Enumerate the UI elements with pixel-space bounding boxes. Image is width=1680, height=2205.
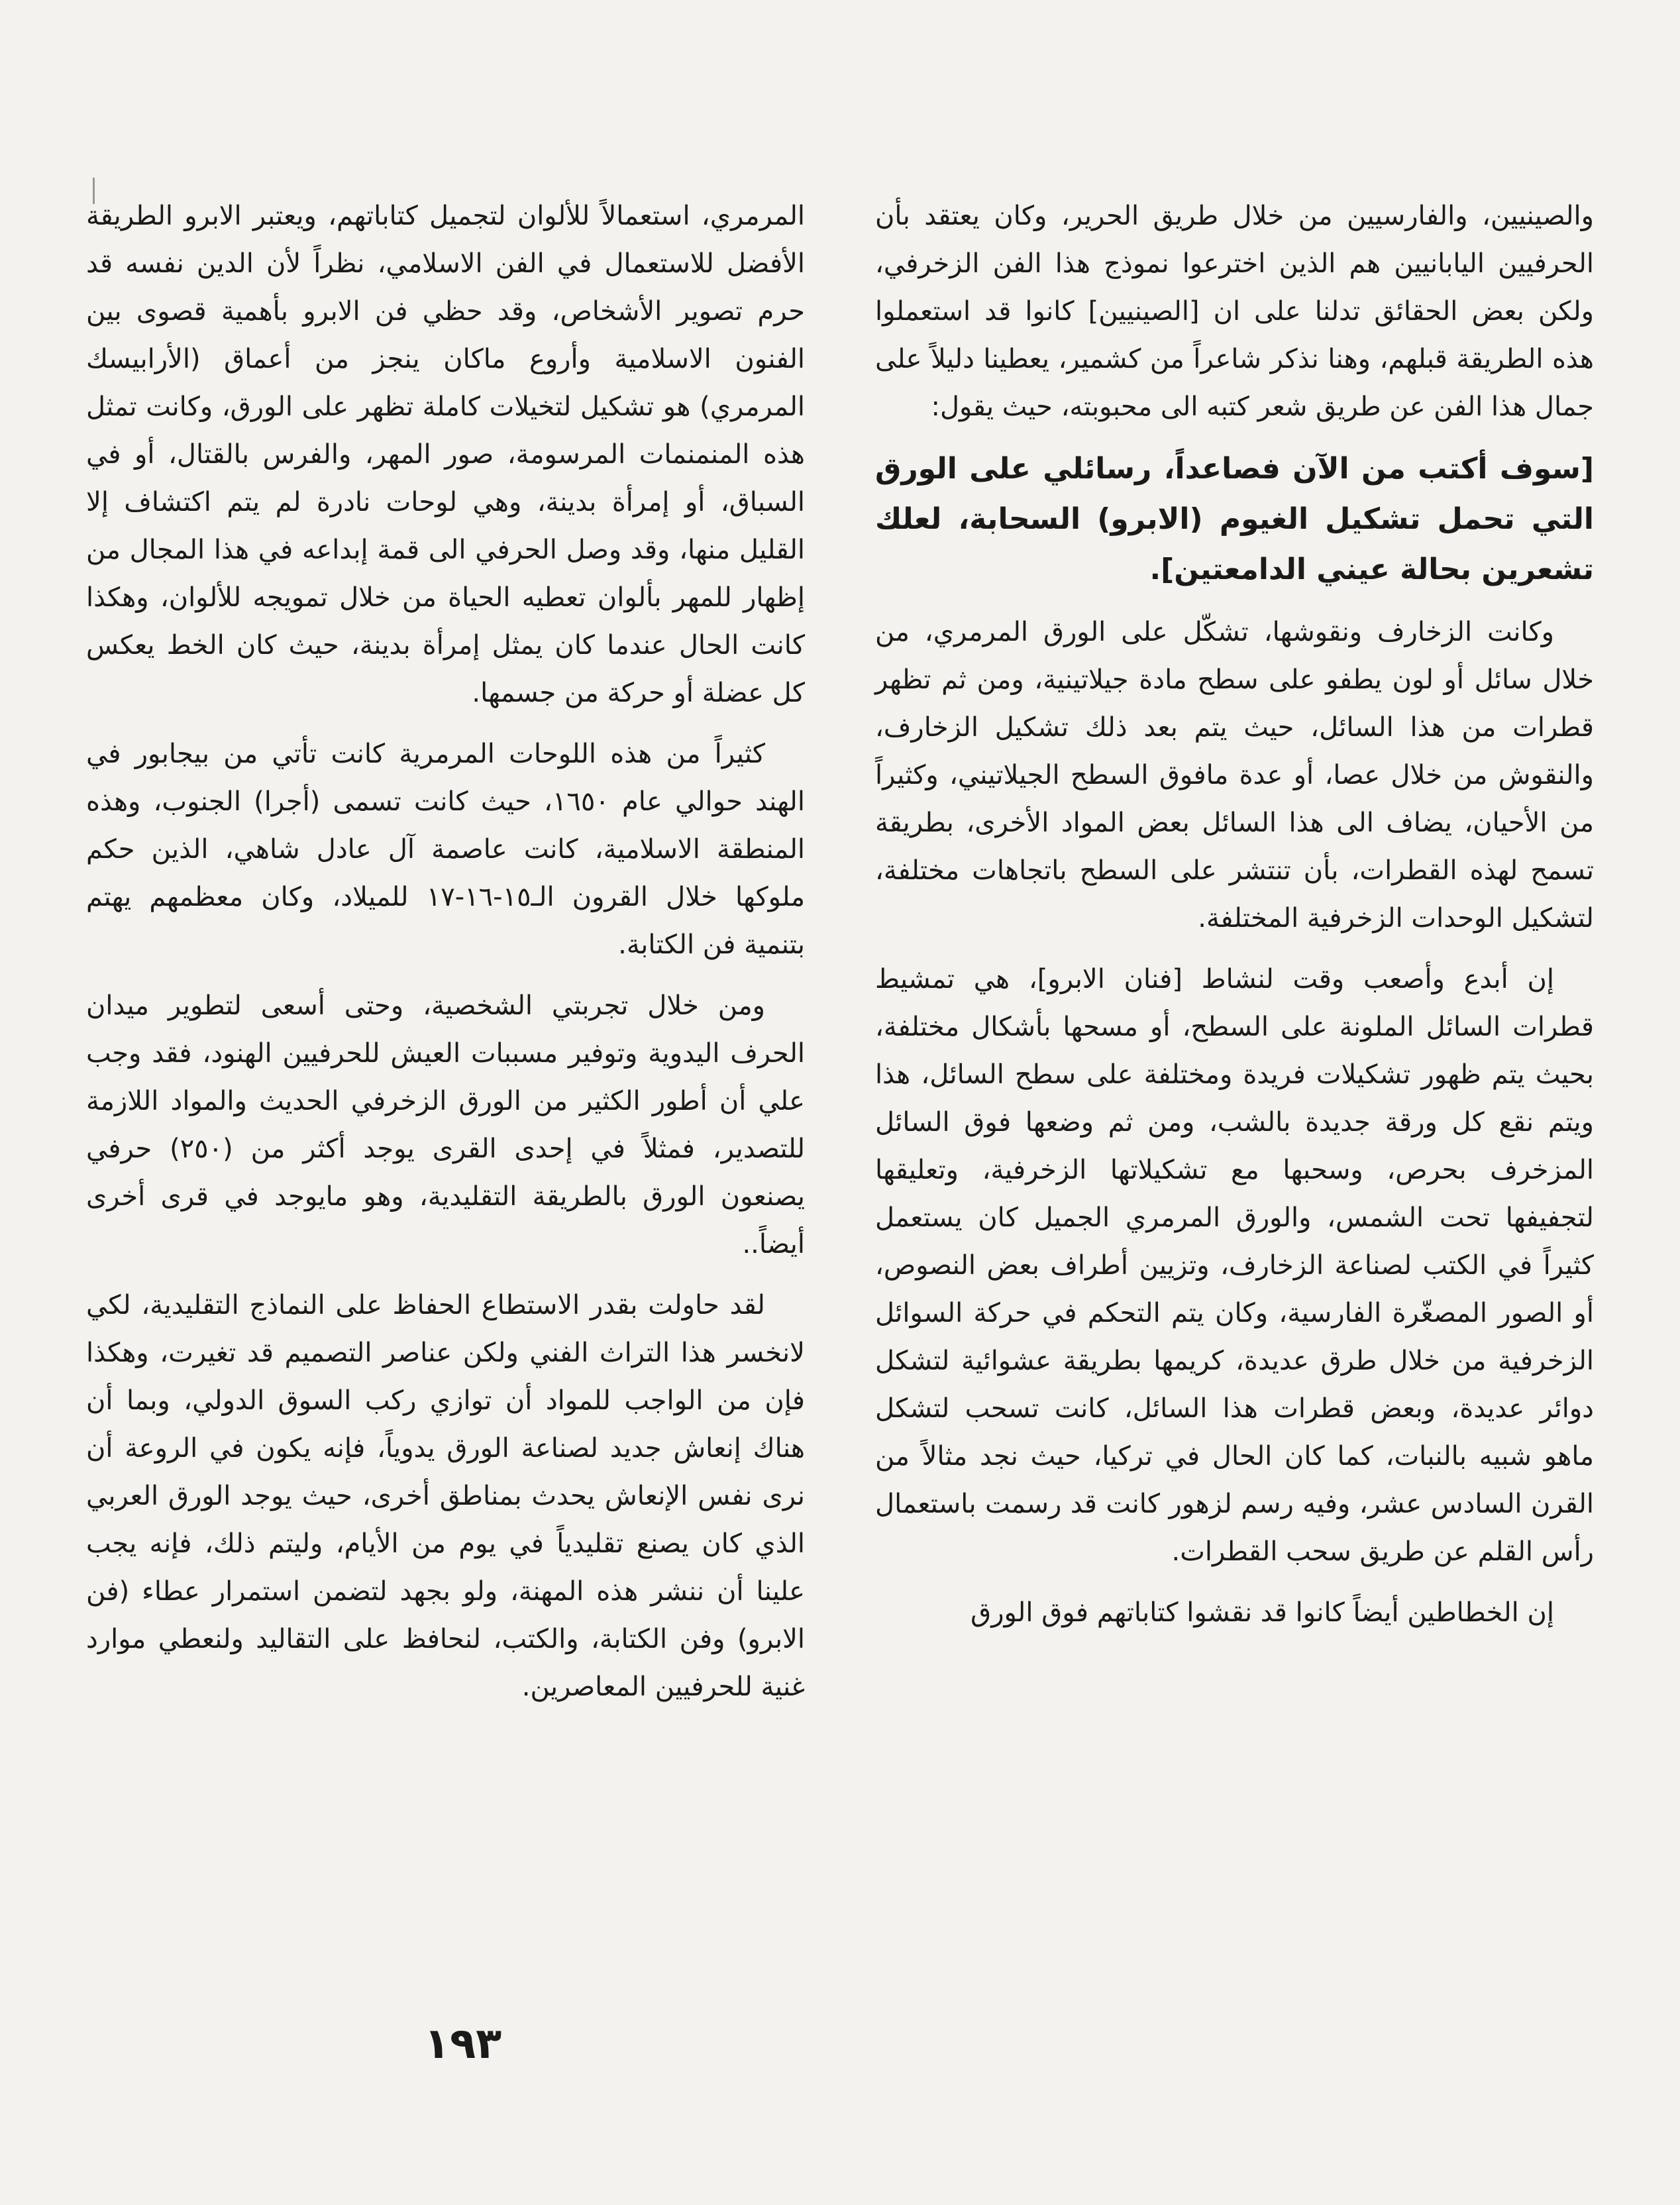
paragraph: المرمري، استعمالاً للألوان لتجميل كتاباتهم، ويعتبر الابرو الطريقة الأفضل للاستعمال في الفن الاسلامي، نظراً لأن الدين نفسه قد حرم تصوير الأشخاص، وقد حظي فن الابرو بأهمية قصوى بين الفنون الاسلامية وأروع ماكان ينجز من أعماق (الأرابيسك المرمري) هو تشكيل لتخيلات كاملة تظهر على الورق، وكانت تمثل هذه المنمنمات المرسومة، صور المهر، والفرس بالقتال، أو في السباق، أو إمرأة بدينة، وهي لوحات نادرة لم يتم اكتشاف إلا القليل منها، وقد وصل الحرفي الى قمة إبداعه في هذا المجال من إظهار للمهر بألوان تعطيه الحياة من خلال تمويجه للألوان، وهكذا كانت الحال عندما كان يمثل إمرأة بدينة، حيث كان الخط يعكس كل عضلة أو حركة من جسمها.: [86, 201, 805, 708]
left-column: [86, 192, 805, 1724]
quoted-verse: [سوف أكتب من الآن فصاعداً، رسائلي على الورق التي تحمل تشكيل الغيوم (الابرو) السحابة، لعلك تشعرين بحالة عيني الدامعتين].: [875, 452, 1594, 586]
right-column: [875, 192, 1594, 1650]
paragraph: وكانت الزخارف ونقوشها، تشكّل على الورق المرمري، من خلال سائل أو لون يطفو على سطح مادة جيلاتينية، ومن ثم تظهر قطرات من هذا السائل، حيث يتم بعد ذلك تشكيل الزخارف، والنقوش من خلال عصا، أو عدة مافوق السطح الجيلاتيني، وكثيراً من الأحيان، يضاف الى هذا السائل بعض المواد الأخرى، بطريقة تسمح لهذه القطرات، بأن تنتشر على السطح باتجاهات مختلفة، لتشكيل الوحدات الزخرفية المختلفة.: [875, 617, 1594, 934]
page-number: ١٩٣: [424, 2019, 502, 2069]
paragraph: لقد حاولت بقدر الاستطاع الحفاظ على النماذج التقليدية، لكي لانخسر هذا التراث الفني ولكن عناصر التصميم قد تغيرت، وهكذا فإن من الواجب للمواد أن توازي ركب السوق الدولي، وبما أن هناك إنعاش جديد لصناعة الورق يدوياً، فإنه يكون في الروعة أن نرى نفس الإنعاش يحدث بمناطق أخرى، حيث يوجد الورق العربي الذي كان يصنع تقليدياً في يوم من الأيام، وليتم ذلك، فإنه يجب علينا أن ننشر هذه المهنة، ولو بجهد لتضمن استمرار عطاء (فن الابرو) وفن الكتابة، والكتب، لنحافظ على التقاليد ولنعطي موارد غنية للحرفيين المعاصرين.: [86, 1290, 805, 1702]
paragraph: إن أبدع وأصعب وقت لنشاط [فنان الابرو]، هي تمشيط قطرات السائل الملونة على السطح، أو مسحها بأشكال مختلفة، بحيث يتم ظهور تشكيلات فريدة ومختلفة على سطح السائل، هذا ويتم نقع كل ورقة جديدة بالشب، ومن ثم وضعها فوق السائل المزخرف بحرص، وسحبها مع تشكيلاتها الزخرفية، وتعليقها لتجفيفها تحت الشمس، والورق المرمري الجميل كان يستعمل كثيراً في الكتب لصناعة الزخارف، وتزيين أطراف بعض النصوص، أو الصور المصغّرة الفارسية، وكان يتم التحكم في حركة السوائل الزخرفية من خلال طرق عديدة، كريمها بطريقة عشوائية لتشكل دوائر عديدة، وبعض قطرات هذا السائل، كانت تسحب لتشكل ماهو شبيه بالنبات، كما كان الحال في تركيا، حيث نجد مثالاً من القرن السادس عشر، وفيه رسم لزهور كانت قد رسمت باستعمال رأس القلم عن طريق سحب القطرات.: [875, 964, 1594, 1567]
paragraph: كثيراً من هذه اللوحات المرمرية كانت تأتي من بيجابور في الهند حوالي عام ١٦٥٠، حيث كانت تسمى (أجرا) الجنوب، وهذه المنطقة الاسلامية، كانت عاصمة آل عادل شاهي، الذين حكم ملوكها خلال القرون الـ١٥-١٦-١٧ للميلاد، وكان معظمهم يهتم بتنمية فن الكتابة.: [86, 739, 805, 960]
paragraph: ومن خلال تجربتي الشخصية، وحتى أسعى لتطوير ميدان الحرف اليدوية وتوفير مسببات العيش للحرفيين الهنود، فقد وجب علي أن أطور الكثير من الورق الزخرفي الحديث والمواد اللازمة للتصدير، فمثلاً في إحدى القرى يوجد أكثر من (٢٥٠) حرفي يصنعون الورق بالطريقة التقليدية، وهو مايوجد في قرى أخرى أيضاً..: [86, 991, 806, 1260]
paragraph: إن الخطاطين أيضاً كانوا قد نقشوا كتاباتهم فوق الورق: [971, 1597, 1554, 1628]
paragraph: والصينيين، والفارسيين من خلال طريق الحرير، وكان يعتقد بأن الحرفيين اليابانيين هم الذين اخترعوا نموذج هذا الفن الزخرفي، ولكن بعض الحقائق تدلنا على ان [الصينيين] كانوا قد استعملوا هذه الطريقة قبلهم، وهنا نذكر شاعراً من كشمير، يعطينا دليلاً على جمال هذا الفن عن طريق شعر كتبه الى محبوبته، حيث يقول:: [875, 201, 1594, 422]
